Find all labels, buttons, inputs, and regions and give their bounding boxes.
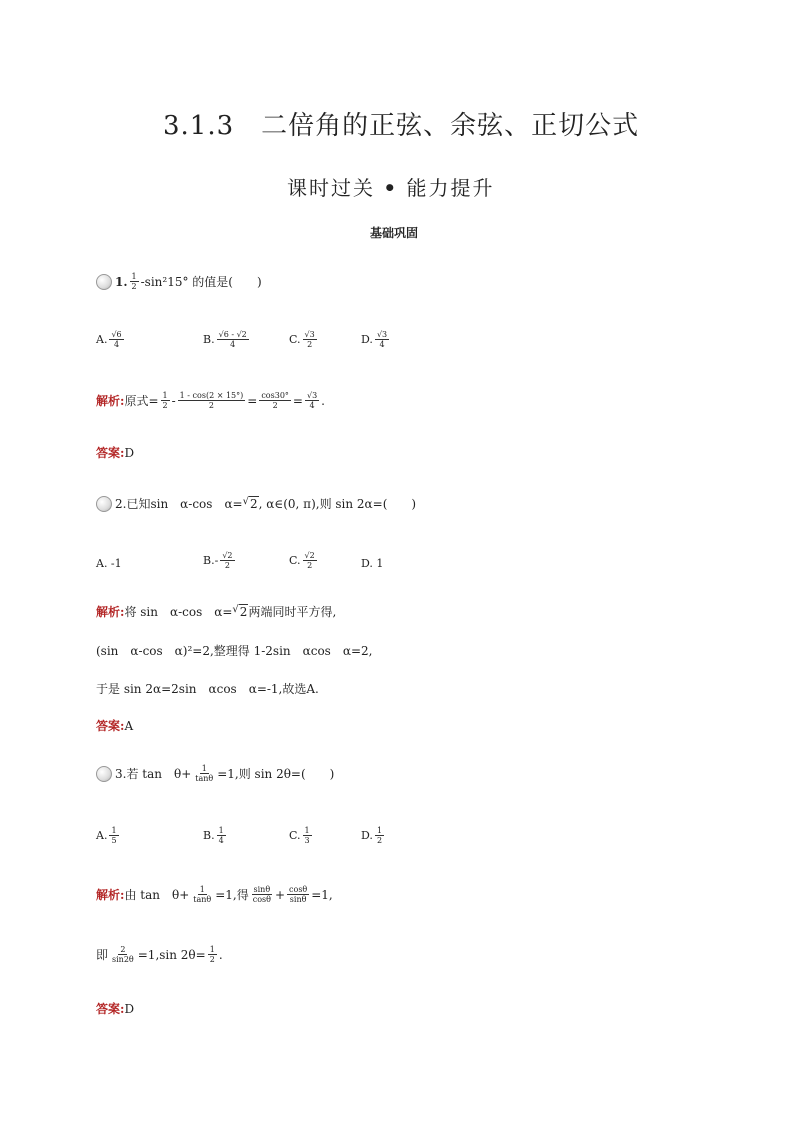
answer-3: 答案 : D — [96, 1001, 135, 1016]
solution-2-line-2: (sin α-cos α)²=2,整理得 1-2sin αcos α=2, — [96, 644, 373, 658]
option-c: C. $\frac{1}{3}$ — [289, 826, 310, 845]
analysis-label: 解析 — [96, 605, 121, 619]
subtitle — [287, 172, 495, 201]
subtitle-right: 能力提升 — [406, 176, 495, 200]
question-number: 1. — [115, 274, 128, 289]
page-title: 3.1.3 二倍角的正弦、余弦、正切公式 — [163, 111, 640, 141]
question-number: 2. — [115, 496, 127, 511]
subtitle-bullet: • — [383, 176, 399, 200]
question-3: 3. 若 tan θ+ $\frac{1}{\tan\theta}$ =1,则 sin 2θ=( ) — [96, 764, 334, 783]
square-root: √ 2 — [232, 604, 248, 619]
option-c: C. $\frac{√2}{2}$ — [289, 551, 315, 570]
option-c: C. $\frac{√3}{2}$ — [289, 330, 315, 349]
answer-value: A — [124, 718, 134, 733]
answer-value: D — [124, 445, 135, 460]
question-marker-icon — [96, 274, 112, 290]
option-d: D. $\frac{√3}{4}$ — [361, 330, 388, 349]
subtitle-left: 课时过关 — [287, 176, 375, 200]
analysis-label: 解析 — [96, 394, 121, 408]
solution-3-line-2: 即 $\frac{2}{\sin 2\theta}$ =1,sin 2θ= $\frac{1}{2}$ . — [96, 945, 223, 964]
answer-label: 答案 — [96, 446, 121, 460]
section-heading: 基础巩固 — [370, 226, 419, 240]
option-b: B. $\frac{1}{4}$ — [203, 826, 224, 845]
option-a: A. $\frac{1}{5}$ — [96, 826, 117, 845]
option-d: D. $\frac{1}{2}$ — [361, 826, 383, 845]
fraction: $\frac{1}{2}$ — [131, 272, 137, 291]
option-b: B. - $\frac{√2}{2}$ — [203, 551, 233, 570]
question-number: 3. — [115, 766, 127, 781]
answer-label: 答案 — [96, 1002, 121, 1016]
solution-2-line-3: 于是 sin 2α=2sin αcos α=-1,故选A. — [96, 682, 319, 696]
square-root: √ 2 — [242, 496, 258, 511]
question-text: -sin²15° 的值是( ) — [140, 275, 262, 289]
option-d: D. 1 — [361, 557, 384, 570]
answer-1: 答案 : D — [96, 445, 135, 460]
option-a: A. $\frac{√6}{4}$ — [96, 330, 122, 349]
answer-2: 答案 : A — [96, 718, 134, 733]
question-marker-icon — [96, 496, 112, 512]
option-a: A. -1 — [96, 557, 122, 570]
answer-label: 答案 — [96, 719, 121, 733]
analysis-label: 解析 — [96, 888, 121, 902]
solution-1: 解析 : 原式= $\frac{1}{2}$ - $\frac{1 - \cos(2 \times 15^\circ)}{2}$ = $\frac{\cos 30^\circ}{2}$ = $\frac{√3}{4}$ . — [96, 391, 325, 410]
question-2: 2. 已知sin α-cos α= √ 2 , α∈(0, π),则 sin 2α=( ) — [96, 495, 416, 512]
question-marker-icon — [96, 766, 112, 782]
question-1 — [96, 272, 262, 291]
option-b: B. $\frac{√6 - √2}{4}$ — [203, 330, 247, 349]
solution-3-line-1: 解析 : 由 tan θ+ $\frac{1}{\tan\theta}$ =1,得 $\frac{\sin\theta}{\cos\theta}$ + $\frac{\cos\theta}{\sin\theta}$ =1, — [96, 885, 333, 904]
solution-2-line-1: 解析 : 将 sin α-cos α= √ 2 两端同时平方得, — [96, 604, 337, 619]
answer-value: D — [124, 1001, 135, 1016]
